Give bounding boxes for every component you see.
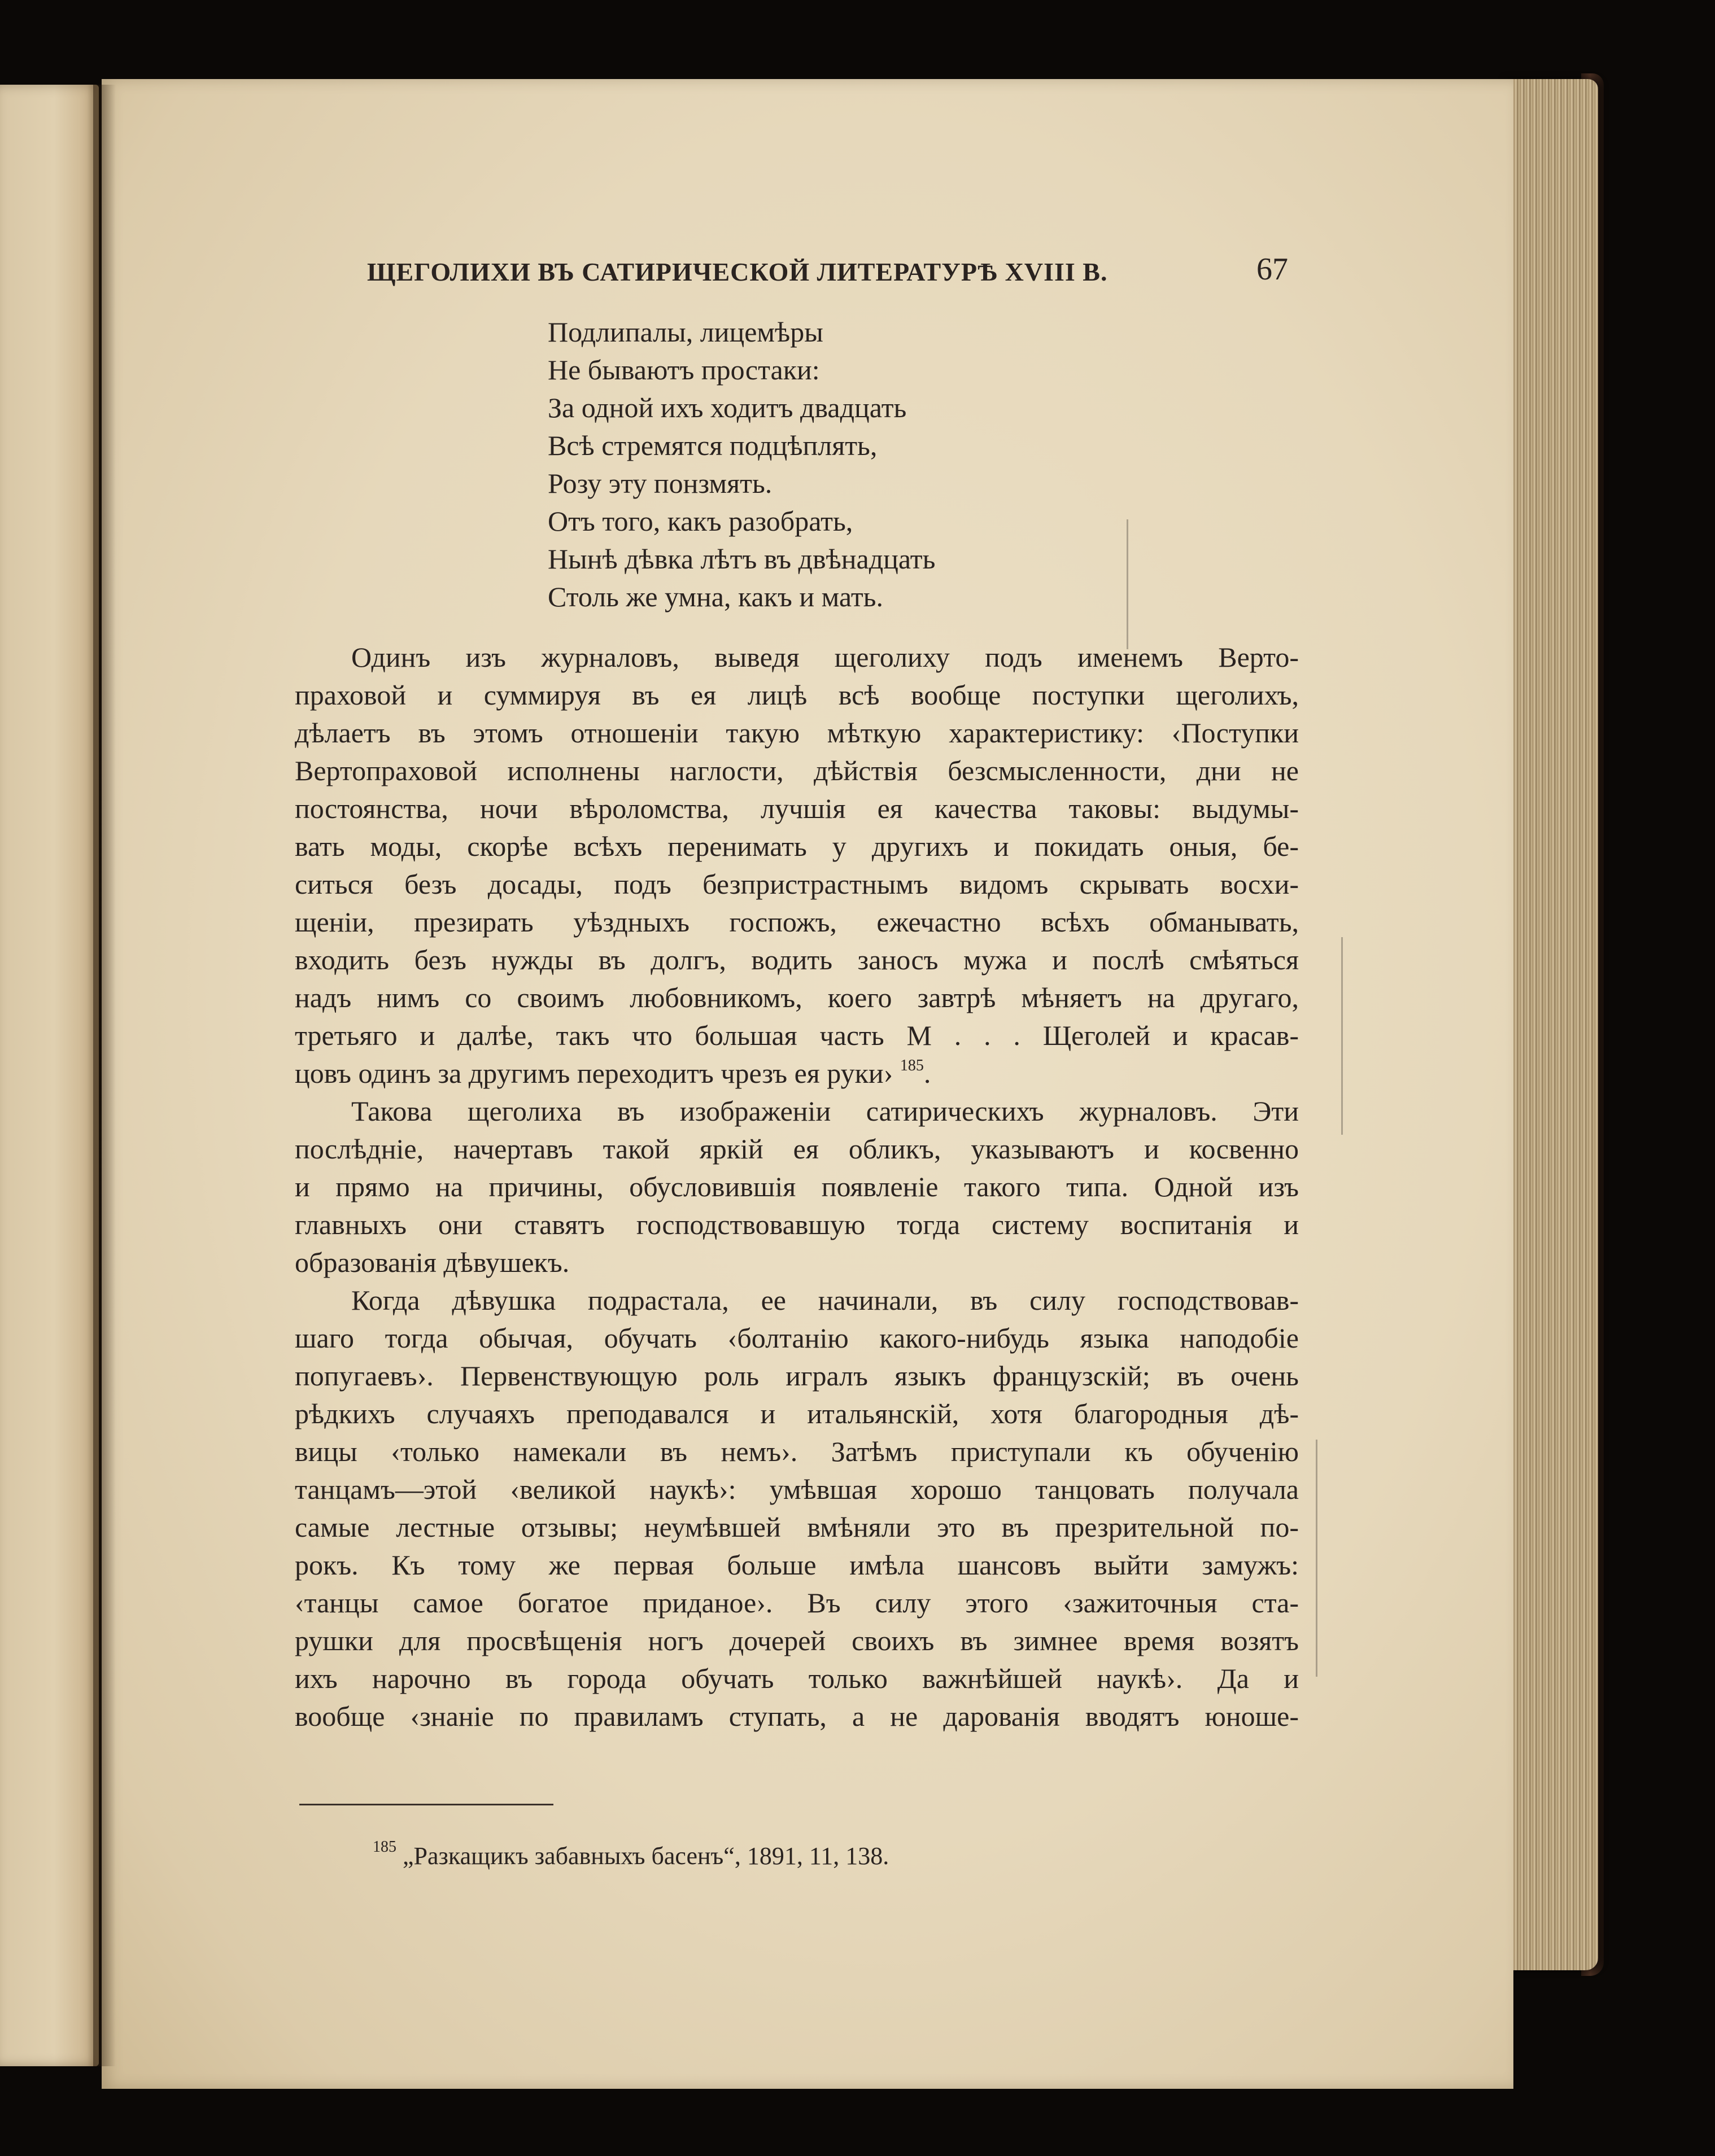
pencil-mark [1127, 519, 1128, 649]
paragraph-line: ихъ нарочно въ города обучать только важнѣйшей наукѣ›. Да и [295, 1663, 1299, 1694]
left-facing-page [0, 85, 99, 2066]
paragraph-line: входить безъ нужды въ долгъ, водить заносъ мужа и послѣ смѣяться [295, 944, 1299, 976]
paragraph-line: рушки для просвѣщенія ногъ дочерей своихъ въ зимнее время возятъ [295, 1625, 1299, 1656]
paragraph-line: ‹танцы самое богатое приданое›. Въ силу этого ‹зажиточныя ста- [295, 1587, 1299, 1619]
paragraph-line: праховой и суммируя въ ея лицѣ всѣ вообще поступки щеголихъ, [295, 679, 1299, 711]
footnote-text: „Разкащикъ забавныхъ басенъ“, 1891, 11, 138. [403, 1842, 889, 1870]
paragraph-line: рѣдкихъ случаяхъ преподавался и итальянскій, хотя благородныя дѣ- [295, 1398, 1299, 1429]
paragraph-line [295, 1057, 1299, 1090]
running-head: ЩЕГОЛИХИ ВЪ САТИРИЧЕСКОЙ ЛИТЕРАТУРѢ XVIII В. [367, 257, 1108, 286]
verse-line: Столь же умна, какъ и мать. [548, 581, 883, 613]
verse-line: Всѣ стремятся подцѣплять, [548, 430, 878, 461]
verse-line: Отъ того, какъ разобрать, [548, 505, 853, 537]
verse-line: Подлипалы, лицемѣры [548, 316, 823, 348]
paragraph-line: вообще ‹знаніе по правиламъ ступать, а не дарованія вводятъ юноше- [295, 1700, 1299, 1732]
verse-line: За одной ихъ ходитъ двадцать [548, 392, 907, 423]
footnote-reference: 185 [900, 1057, 924, 1074]
pencil-mark [1341, 937, 1343, 1135]
paragraph-line-end: . [923, 1057, 931, 1089]
paragraph-line: щеніи, презирать уѣздныхъ госпожъ, ежечастно всѣхъ обманывать, [295, 906, 1299, 938]
paragraph-line: надъ нимъ со своимъ любовникомъ, коего завтрѣ мѣняетъ на другаго, [295, 982, 1299, 1013]
paragraph-line: Когда дѣвушка подрастала, ее начинали, въ силу господствовав- [351, 1284, 1299, 1316]
page-number: 67 [1256, 252, 1288, 287]
paragraph-line: вицы ‹только намекали въ немъ›. Затѣмъ приступали къ обученію [295, 1436, 1299, 1467]
paragraph-line: попугаевъ›. Первенствующую роль игралъ языкъ французскій; въ очень [295, 1360, 1299, 1392]
paragraph-line: образованія дѣвушекъ. [295, 1247, 570, 1278]
gutter-shadow [93, 85, 116, 2066]
paragraph-line: танцамъ—этой ‹великой наукѣ›: умѣвшая хорошо танцовать получала [295, 1473, 1299, 1505]
paragraph-line: ситься безъ досады, подъ безпристрастнымъ видомъ скрывать восхи- [295, 868, 1299, 900]
footnote-rule [299, 1804, 553, 1805]
page-edges [1502, 79, 1598, 1970]
pencil-mark [1316, 1440, 1317, 1677]
paragraph-line: Вертопраховой исполнены наглости, дѣйствія безсмысленности, дни не [295, 755, 1299, 786]
paragraph-line: главныхъ они ставятъ господствовавшую тогда систему воспитанія и [295, 1209, 1299, 1240]
paragraph-line: послѣдніе, начертавъ такой яркій ея обликъ, указываютъ и косвенно [295, 1133, 1299, 1165]
paragraph-line: самые лестные отзывы; неумѣвшей вмѣняли это въ презрительной по- [295, 1511, 1299, 1543]
footnote-number: 185 [373, 1838, 396, 1856]
footnote [373, 1838, 889, 1870]
paragraph-line: вать моды, скорѣе всѣхъ перенимать у другихъ и покидать оныя, бе- [295, 830, 1299, 862]
verse-line: Не бываютъ простаки: [548, 354, 820, 386]
verse-line: Розу эту понзмять. [548, 467, 773, 499]
paragraph-line: Одинъ изъ журналовъ, выведя щеголиху подъ именемъ Верто- [351, 641, 1299, 673]
paragraph-line: постоянства, ночи вѣроломства, лучшія ея качества таковы: выдумы- [295, 793, 1299, 824]
verse-line: Нынѣ дѣвка лѣтъ въ двѣнадцать [548, 543, 936, 575]
paragraph-line: рокъ. Къ тому же первая больше имѣла шансовъ выйти замужъ: [295, 1549, 1299, 1581]
paragraph-line: и прямо на причины, обусловившія появленіе такого типа. Одной изъ [295, 1171, 1299, 1202]
verse-block [548, 313, 1169, 616]
paragraph-line: третьяго и далѣе, такъ что большая часть М . . . Щеголей и красав- [295, 1020, 1299, 1051]
paragraph-line: шаго тогда обычая, обучать ‹болтанію какого-нибудь языка наподобіе [295, 1322, 1299, 1354]
paragraph-line: дѣлаетъ въ этомъ отношеніи такую мѣткую характеристику: ‹Поступки [295, 717, 1299, 749]
paragraph-line-text: цовъ одинъ за другимъ переходитъ чрезъ ея руки› [295, 1057, 893, 1089]
paragraph-line: Такова щеголиха въ изображеніи сатирическихъ журналовъ. Эти [351, 1095, 1299, 1127]
